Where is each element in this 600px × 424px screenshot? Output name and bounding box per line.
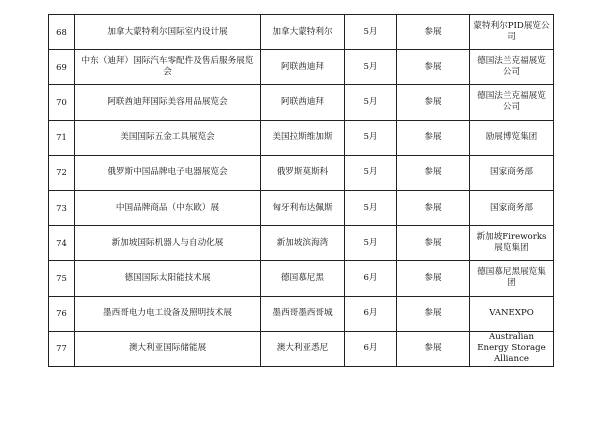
exhibition-city: 墨西哥墨西哥城 [261, 296, 345, 331]
row-number: 72 [49, 155, 75, 190]
row-number: 73 [49, 190, 75, 225]
row-number: 69 [49, 50, 75, 85]
table-row [49, 15, 554, 50]
row-number: 68 [49, 15, 75, 50]
participation-type: 参展 [397, 120, 470, 155]
table-row [49, 226, 554, 261]
row-number: 75 [49, 261, 75, 296]
exhibition-month: 5月 [345, 15, 397, 50]
participation-type: 参展 [397, 15, 470, 50]
table-row [49, 50, 554, 85]
exhibition-name: 中国品牌商品（中东欧）展 [75, 190, 261, 225]
organizer: 德国法兰克福展览公司 [470, 50, 554, 85]
exhibition-month: 5月 [345, 155, 397, 190]
organizer: 国家商务部 [470, 155, 554, 190]
participation-type: 参展 [397, 226, 470, 261]
exhibition-month: 6月 [345, 296, 397, 331]
exhibition-city: 加拿大蒙特利尔 [261, 15, 345, 50]
organizer: VANEXPO [470, 296, 554, 331]
table-row [49, 261, 554, 296]
exhibition-city: 阿联酋迪拜 [261, 85, 345, 120]
exhibition-city: 澳大利亚悉尼 [261, 331, 345, 366]
exhibition-month: 5月 [345, 85, 397, 120]
organizer: 新加坡Fireworks展览集团 [470, 226, 554, 261]
exhibition-name: 俄罗斯中国品牌电子电器展览会 [75, 155, 261, 190]
exhibition-name: 加拿大蒙特利尔国际室内设计展 [75, 15, 261, 50]
table-row [49, 120, 554, 155]
exhibition-name: 阿联酋迪拜国际美容用品展览会 [75, 85, 261, 120]
exhibition-city: 美国拉斯维加斯 [261, 120, 345, 155]
organizer: 德国法兰克福展览公司 [470, 85, 554, 120]
row-number: 70 [49, 85, 75, 120]
exhibition-name: 德国国际太阳能技术展 [75, 261, 261, 296]
exhibition-city: 俄罗斯莫斯科 [261, 155, 345, 190]
table-row [49, 155, 554, 190]
participation-type: 参展 [397, 331, 470, 366]
participation-type: 参展 [397, 190, 470, 225]
participation-type: 参展 [397, 50, 470, 85]
table-row [49, 85, 554, 120]
exhibition-table [48, 14, 554, 367]
exhibition-month: 6月 [345, 261, 397, 296]
organizer: 德国慕尼黑展览集团 [470, 261, 554, 296]
exhibition-city: 新加坡滨海湾 [261, 226, 345, 261]
row-number: 77 [49, 331, 75, 366]
organizer: 励展博览集团 [470, 120, 554, 155]
exhibition-city: 德国慕尼黑 [261, 261, 345, 296]
participation-type: 参展 [397, 296, 470, 331]
exhibition-name: 美国国际五金工具展览会 [75, 120, 261, 155]
participation-type: 参展 [397, 261, 470, 296]
row-number: 76 [49, 296, 75, 331]
row-number: 74 [49, 226, 75, 261]
table-row [49, 296, 554, 331]
exhibition-city: 匈牙利布达佩斯 [261, 190, 345, 225]
exhibition-month: 6月 [345, 331, 397, 366]
exhibition-month: 5月 [345, 190, 397, 225]
table-row [49, 331, 554, 366]
organizer: 蒙特利尔PID展览公司 [470, 15, 554, 50]
row-number: 71 [49, 120, 75, 155]
exhibition-name: 澳大利亚国际储能展 [75, 331, 261, 366]
participation-type: 参展 [397, 155, 470, 190]
exhibition-name: 中东（迪拜）国际汽车零配件及售后服务展览会 [75, 50, 261, 85]
participation-type: 参展 [397, 85, 470, 120]
organizer: 国家商务部 [470, 190, 554, 225]
exhibition-month: 5月 [345, 226, 397, 261]
organizer: Australian Energy Storage Alliance [470, 331, 554, 366]
exhibition-month: 5月 [345, 120, 397, 155]
exhibition-city: 阿联酋迪拜 [261, 50, 345, 85]
exhibition-month: 5月 [345, 50, 397, 85]
table-row [49, 190, 554, 225]
exhibition-name: 新加坡国际机器人与自动化展 [75, 226, 261, 261]
exhibition-name: 墨西哥电力电工设备及照明技术展 [75, 296, 261, 331]
